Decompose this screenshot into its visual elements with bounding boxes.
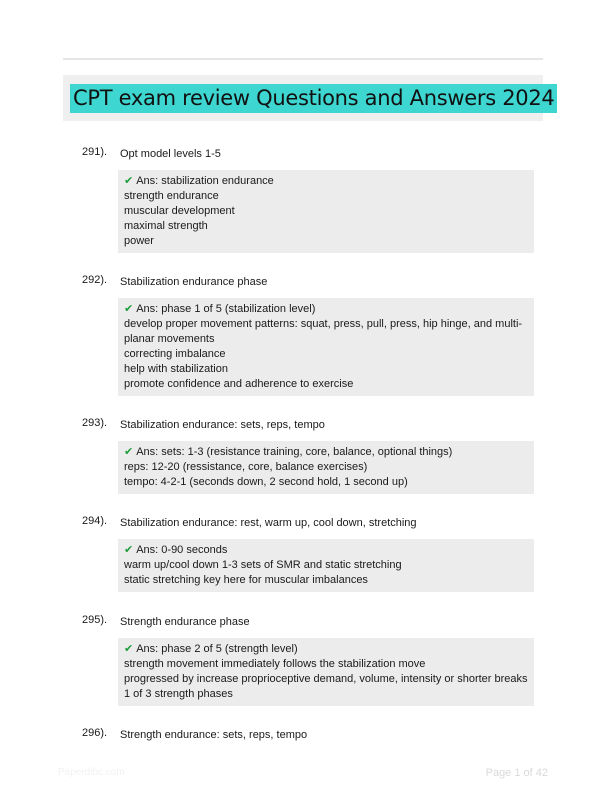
answer-line: correcting imbalance: [124, 348, 226, 360]
answer-prefix: Ans: phase 2 of 5 (strength level): [136, 643, 298, 655]
answer-line: power: [124, 235, 154, 247]
question-text: Strength endurance: sets, reps, tempo: [120, 729, 308, 741]
question-number: 292).: [82, 274, 108, 286]
answer-prefix: Ans: sets: 1-3 (resistance training, core, balance, optional things): [136, 446, 453, 458]
question-number: 294).: [82, 515, 108, 527]
answer-box: [118, 539, 534, 592]
answer-prefix: Ans: phase 1 of 5 (stabilization level): [136, 303, 316, 315]
answer-line: reps: 12-20 (ressistance, core, balance exercises): [124, 461, 368, 473]
answer-line: warm up/cool down 1-3 sets of SMR and static stretching: [124, 559, 402, 571]
answer-line: help with stabilization: [124, 363, 228, 375]
top-divider: [63, 58, 543, 60]
checkmark-icon: ✔: [124, 445, 134, 458]
question-number: 291).: [82, 146, 108, 158]
question-number: 293).: [82, 417, 108, 429]
answer-line: maximal strength: [124, 220, 208, 232]
answer-box: [118, 638, 534, 706]
answer-box: [118, 441, 534, 494]
question-text: Opt model levels 1-5: [120, 148, 221, 160]
answer-prefix: Ans: 0-90 seconds: [136, 544, 228, 556]
question-number: 295).: [82, 614, 108, 626]
answer-line: strength endurance: [124, 190, 219, 202]
answer-line: muscular development: [124, 205, 235, 217]
answer-line: progressed by increase proprioceptive demand, volume, intensity or shorter breaks: [124, 673, 528, 685]
checkmark-icon: ✔: [124, 642, 134, 655]
checkmark-icon: ✔: [124, 174, 134, 187]
page-number: Page 1 of 42: [485, 767, 548, 779]
checkmark-icon: ✔: [124, 543, 134, 556]
question-text: Stabilization endurance: rest, warm up, cool down, stretching: [120, 517, 417, 529]
answer-line: tempo: 4-2-1 (seconds down, 2 second hold, 1 second up): [124, 476, 408, 488]
answer-box: [118, 170, 534, 253]
question-text: Strength endurance phase: [120, 616, 250, 628]
answer-prefix: Ans: stabilization endurance: [136, 175, 274, 187]
answer-line: 1 of 3 strength phases: [124, 688, 233, 700]
page-title: CPT exam review Questions and Answers 2024: [70, 84, 557, 113]
answer-line: develop proper movement patterns: squat, press, pull, press, hip hinge, and multi-planar movements: [124, 318, 523, 345]
answer-line: strength movement immediately follows the stabilization move: [124, 658, 426, 670]
footer-watermark: Paperdibc.com: [58, 767, 125, 778]
question-text: Stabilization endurance phase: [120, 276, 268, 288]
answer-line: promote confidence and adherence to exercise: [124, 378, 354, 390]
question-number: 296).: [82, 727, 108, 739]
answer-box: [118, 298, 534, 396]
question-text: Stabilization endurance: sets, reps, tempo: [120, 419, 325, 431]
answer-line: static stretching key here for muscular imbalances: [124, 574, 368, 586]
checkmark-icon: ✔: [124, 302, 134, 315]
